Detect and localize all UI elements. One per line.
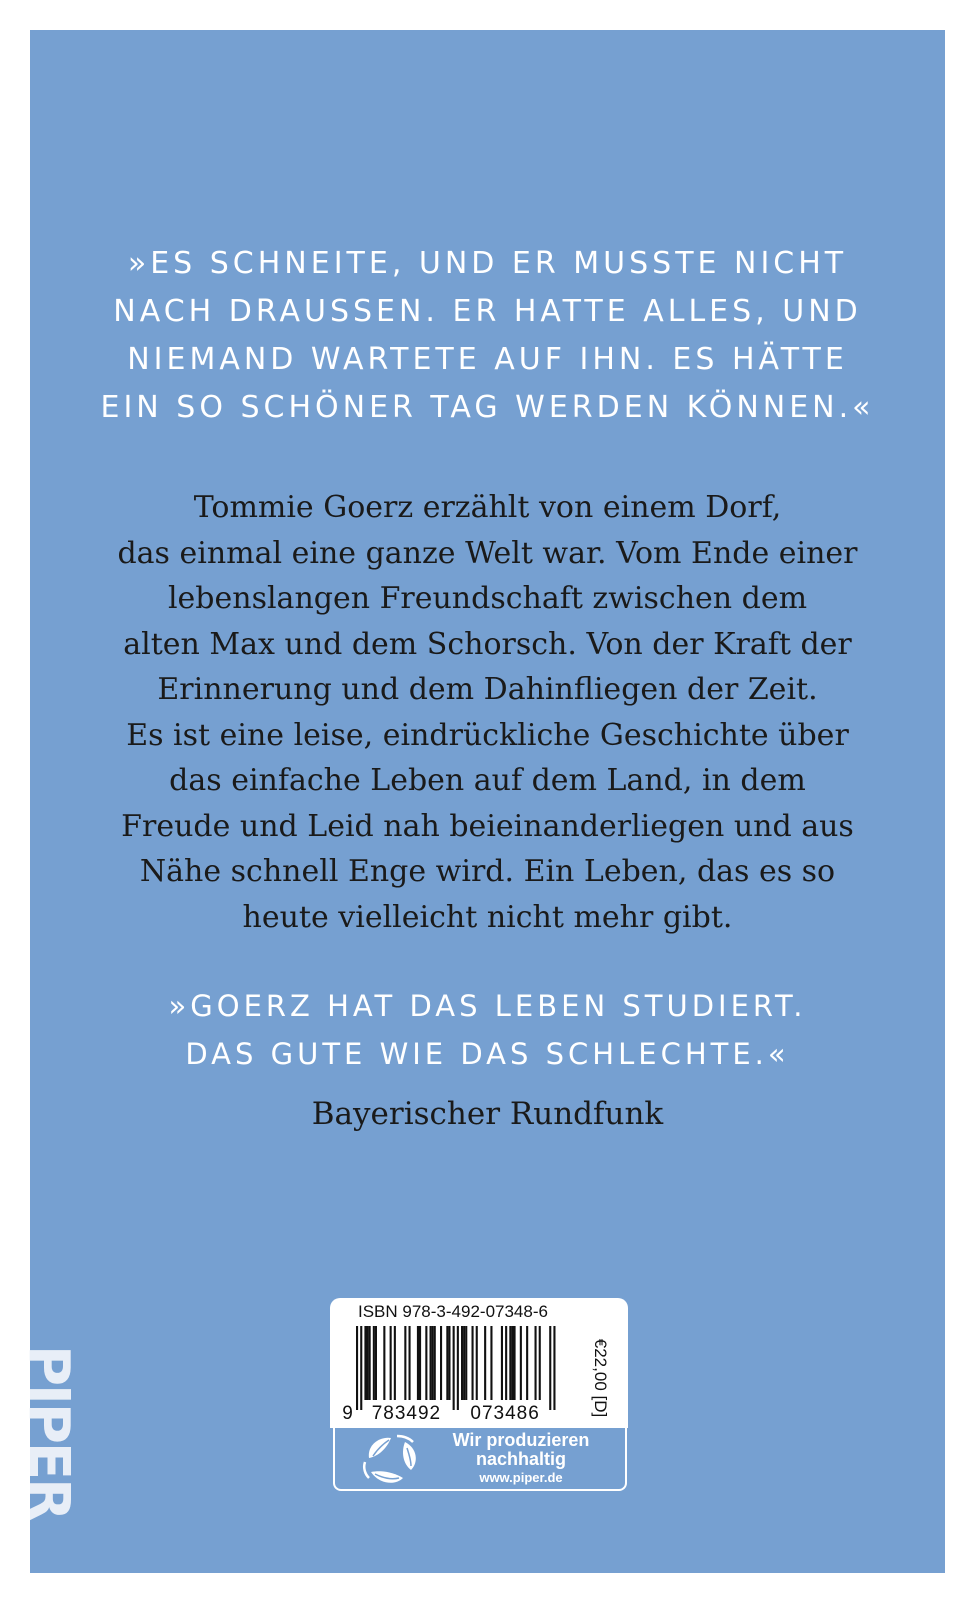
blurb-line: das einfache Leben auf dem Land, in dem — [169, 763, 806, 798]
back-cover — [16, 30, 945, 1573]
barcode-bar — [419, 1326, 421, 1400]
top-quote-line: NIEMAND WARTETE AUF IHN. ES HÄTTE — [127, 342, 848, 377]
book-blurb — [30, 485, 945, 940]
barcode-bar — [463, 1326, 465, 1400]
barcode-bar — [448, 1326, 450, 1400]
barcode-bar — [367, 1326, 369, 1400]
blurb-line: alten Max und dem Schorsch. Von der Kraft der — [123, 626, 852, 662]
price-text: €22,00 [D] — [591, 1338, 610, 1418]
blurb-line: das einmal eine ganze Welt war. Vom Ende einer — [117, 535, 858, 571]
barcode-bar — [520, 1326, 522, 1400]
barcode-bar — [509, 1326, 511, 1400]
barcode-bar — [425, 1326, 427, 1400]
barcode-bar — [553, 1326, 555, 1410]
barcode-bar — [409, 1326, 411, 1400]
barcode-bar — [457, 1326, 459, 1410]
barcode-bar — [394, 1326, 396, 1400]
top-quote-line: NACH DRAUSSEN. ER HATTE ALLES, UND — [113, 294, 862, 329]
blurb-line: Erinnerung und dem Dahinfliegen der Zeit. — [157, 672, 818, 707]
barcode-bar — [465, 1326, 467, 1400]
barcode-bar — [434, 1326, 436, 1400]
piper-logo — [16, 1343, 108, 1523]
eco-line-2: nachhaltig — [475, 1449, 566, 1469]
blurb-line: Freude und Leid nah beieinanderliegen und aus — [121, 808, 854, 844]
blurb-line: heute vielleicht nicht mehr gibt. — [242, 899, 733, 935]
barcode-bar — [432, 1326, 434, 1400]
review-quote — [30, 982, 945, 1078]
barcode-label — [330, 1298, 628, 1492]
barcode-bar — [404, 1326, 406, 1400]
blurb-line: Es ist eine leise, eindrückliche Geschichte über — [126, 717, 849, 753]
blurb-line: Nähe schnell Enge wird. Ein Leben, das es so — [139, 854, 836, 889]
barcode-bar — [472, 1326, 474, 1400]
review-quote-line: »GOERZ HAT DAS LEBEN STUDIERT. — [168, 989, 807, 1023]
barcode-bar — [446, 1326, 448, 1400]
review-source: Bayerischer Rundfunk — [311, 1096, 664, 1132]
barcode-bar — [505, 1326, 507, 1400]
eco-badge — [330, 1426, 628, 1494]
isbn-text: ISBN 978-3-492-07348-6 — [358, 1302, 548, 1321]
barcode-bar — [356, 1326, 358, 1410]
top-quote-line: »ES SCHNEITE, UND ER MUSSTE NICHT — [127, 246, 848, 281]
eco-line-1: Wir produzieren — [452, 1430, 590, 1450]
top-quote-line: EIN SO SCHÖNER TAG WERDEN KÖNNEN.« — [100, 390, 875, 425]
barcode-digits: 783492 — [371, 1403, 442, 1424]
barcode-bar — [360, 1326, 362, 1410]
barcode-bar — [461, 1326, 463, 1400]
barcode-bar — [453, 1326, 455, 1410]
top-quote — [30, 240, 945, 432]
barcode-bar — [526, 1326, 528, 1400]
barcode-digits: 9 — [342, 1403, 354, 1424]
blurb-line: Tommie Goerz erzählt von einem Dorf, — [193, 490, 782, 525]
price-label — [585, 1328, 615, 1428]
barcode-bar — [484, 1326, 486, 1400]
review-quote-line: DAS GUTE WIE DAS SCHLECHTE.« — [185, 1037, 790, 1071]
publisher-url: www.piper.de — [479, 1470, 563, 1485]
barcode-bar — [490, 1326, 492, 1400]
barcode-image — [330, 1324, 580, 1424]
barcode-bar — [440, 1326, 442, 1400]
barcode-bar — [501, 1326, 503, 1400]
barcode-bar — [539, 1326, 541, 1400]
barcode-bar — [514, 1326, 516, 1400]
barcode-bar — [535, 1326, 537, 1400]
barcode-bar — [417, 1326, 419, 1400]
barcode-bar — [549, 1326, 551, 1410]
barcode-bar — [375, 1326, 377, 1400]
eco-badge-frame — [333, 1428, 627, 1491]
barcode-bar — [511, 1326, 513, 1400]
barcode-bar — [430, 1326, 432, 1400]
barcode-bar — [476, 1326, 478, 1400]
barcode-bar — [390, 1326, 392, 1400]
barcode-bar — [364, 1326, 366, 1400]
eco-text — [431, 1431, 611, 1486]
barcode-bar — [383, 1326, 385, 1400]
svg-text:PIPER: PIPER — [16, 1345, 81, 1520]
barcode-bar — [373, 1326, 375, 1400]
blurb-line: lebenslangen Freundschaft zwischen dem — [167, 581, 808, 616]
leaves-recycle-icon — [361, 1432, 423, 1488]
barcode-bar — [369, 1326, 371, 1400]
barcode-digits: 073486 — [470, 1403, 540, 1424]
